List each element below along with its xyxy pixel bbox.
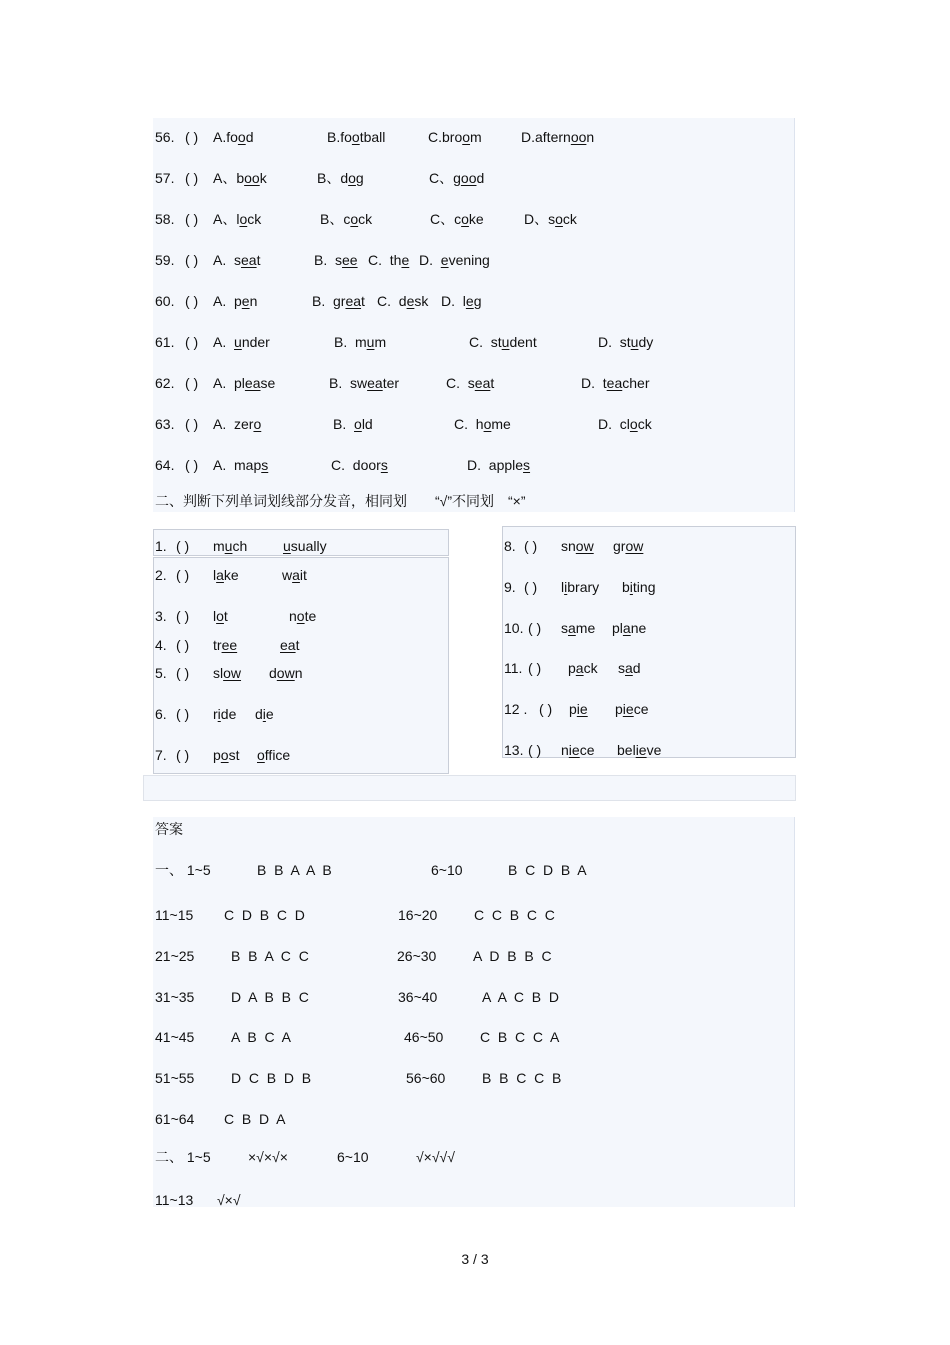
answer-blank: ( ) <box>528 660 542 676</box>
option-b: B. great <box>312 293 365 309</box>
answer-letters: A A C B D <box>482 989 560 1005</box>
word-2: biting <box>622 579 656 595</box>
word-1: ride <box>213 706 237 722</box>
answer-marks: √×√√√ <box>416 1149 455 1165</box>
answer-blank: ( ) <box>185 211 199 227</box>
answer-blank: ( ) <box>185 416 199 432</box>
answer-range: 56~60 <box>406 1070 446 1086</box>
answer-range: 6~10 <box>431 862 463 878</box>
answer-range: 46~50 <box>404 1029 444 1045</box>
item-number: 8. <box>504 538 516 554</box>
word-2: note <box>289 608 317 624</box>
answer-blank: ( ) <box>176 637 190 653</box>
word-2: usually <box>283 538 327 554</box>
option-b: B、dog <box>317 170 364 186</box>
option-a: A. maps <box>213 457 269 473</box>
word-2: wait <box>282 567 307 583</box>
answer-marks: √×√ <box>217 1192 241 1208</box>
answer-blank: ( ) <box>176 665 190 681</box>
word-1: pie <box>569 701 588 717</box>
answer-blank: ( ) <box>528 742 542 758</box>
option-d: D. teacher <box>581 375 650 391</box>
item-number: 11. <box>504 660 523 676</box>
answer-letters: B C D B A <box>508 862 587 878</box>
option-c: C. desk <box>377 293 429 309</box>
answer-blank: ( ) <box>176 747 190 763</box>
option-a: A. please <box>213 375 276 391</box>
option-a: A、book <box>213 170 267 186</box>
answer-letters: D C B D B <box>231 1070 312 1086</box>
answer-letters: A D B B C <box>473 948 552 964</box>
option-b: B.football <box>327 129 386 145</box>
question-number: 60. <box>155 293 175 309</box>
answer-blank: ( ) <box>176 608 190 624</box>
option-c: C. the <box>368 252 410 268</box>
part2-right-box <box>502 526 796 758</box>
option-a: A. under <box>213 334 270 350</box>
question-number: 57. <box>155 170 175 186</box>
answer-letters: D A B B C <box>231 989 309 1005</box>
item-number: 7. <box>155 747 167 763</box>
option-b: B. mum <box>334 334 387 350</box>
word-1: library <box>561 579 600 595</box>
word-2: down <box>269 665 303 681</box>
question-number: 63. <box>155 416 175 432</box>
option-b: B. sweater <box>329 375 400 391</box>
item-number: 4. <box>155 637 167 653</box>
word-2: office <box>257 747 291 763</box>
answer-blank: ( ) <box>185 375 199 391</box>
option-c: C. doors <box>331 457 388 473</box>
item-number: 13. <box>504 742 524 758</box>
answer-blank: ( ) <box>539 701 553 717</box>
option-b: B. see <box>314 252 358 268</box>
item-number: 12 . <box>504 701 528 717</box>
answer-range: 61~64 <box>155 1111 195 1127</box>
item-number: 6. <box>155 706 167 722</box>
answer-letters: C D B C D <box>224 907 305 923</box>
option-c: C. home <box>454 416 511 432</box>
option-b: B. old <box>333 416 373 432</box>
answer-letters: C B C C A <box>480 1029 560 1045</box>
word-2: plane <box>612 620 647 636</box>
option-c: C. student <box>469 334 537 350</box>
answer-range: 41~45 <box>155 1029 195 1045</box>
word-2: piece <box>615 701 649 717</box>
answer-range: 51~55 <box>155 1070 195 1086</box>
word-1: same <box>561 620 596 636</box>
answer-letters: A B C A <box>231 1029 291 1045</box>
page-number: 3 / 3 <box>461 1251 489 1267</box>
option-d: D. study <box>598 334 654 350</box>
word-1: post <box>213 747 240 763</box>
answer-blank: ( ) <box>185 293 199 309</box>
answer-blank: ( ) <box>185 170 199 186</box>
answer-range: 26~30 <box>397 948 437 964</box>
item-number: 10. <box>504 620 524 636</box>
option-d: D. leg <box>441 293 482 309</box>
option-a: A.food <box>213 129 254 145</box>
answer-blank: ( ) <box>185 129 199 145</box>
word-1: niece <box>561 742 595 758</box>
question-number: 64. <box>155 457 175 473</box>
part2-instruction: 二、判断下列单词划线部分发音，相同划 “√”不同划 “×” <box>155 493 526 509</box>
word-2: grow <box>613 538 644 554</box>
option-c: C. seat <box>446 375 495 391</box>
option-a: A. pen <box>213 293 258 309</box>
word-2: believe <box>617 742 662 758</box>
option-a: A. seat <box>213 252 261 268</box>
option-d: D. evening <box>419 252 490 268</box>
word-2: sad <box>618 660 641 676</box>
answer-letters: B B A A B <box>257 862 332 878</box>
option-a: A. zero <box>213 416 262 432</box>
answer-blank: ( ) <box>524 538 538 554</box>
separator-strip <box>143 775 796 801</box>
answer-range: 36~40 <box>398 989 438 1005</box>
answer-range: 6~10 <box>337 1149 369 1165</box>
question-number: 56. <box>155 129 175 145</box>
option-d: D.afternoon <box>521 129 595 145</box>
answer-title: 答案 <box>155 821 183 837</box>
option-d: D. apples <box>467 457 531 473</box>
option-d: D. clock <box>598 416 652 432</box>
item-number: 1. <box>155 538 167 554</box>
answer-range: 11~15 <box>155 907 194 923</box>
word-2: die <box>255 706 274 722</box>
question-number: 62. <box>155 375 175 391</box>
option-a: A、lock <box>213 211 262 227</box>
item-number: 2. <box>155 567 167 583</box>
answer-blank: ( ) <box>176 538 190 554</box>
word-1: pack <box>568 660 598 676</box>
answer-range: 二、 1~5 <box>155 1149 211 1165</box>
answer-range: 一、 1~5 <box>155 862 211 878</box>
word-1: slow <box>213 665 242 681</box>
answer-blank: ( ) <box>176 567 190 583</box>
answer-blank: ( ) <box>176 706 190 722</box>
word-1: snow <box>561 538 594 554</box>
answer-range: 31~35 <box>155 989 195 1005</box>
word-1: much <box>213 538 248 554</box>
answer-range: 16~20 <box>398 907 438 923</box>
option-c: C、good <box>429 170 485 186</box>
answer-blank: ( ) <box>185 334 199 350</box>
answer-letters: B B A C C <box>231 948 309 964</box>
option-d: D、sock <box>524 211 577 227</box>
word-1: lot <box>213 608 228 624</box>
question-number: 59. <box>155 252 175 268</box>
word-1: tree <box>213 637 238 653</box>
answer-blank: ( ) <box>528 620 542 636</box>
question-number: 61. <box>155 334 175 350</box>
item-number: 5. <box>155 665 167 681</box>
answer-letters: C C B C C <box>474 907 555 923</box>
option-c: C.broom <box>428 129 482 145</box>
answer-letters: C B D A <box>224 1111 286 1127</box>
item-number: 9. <box>504 579 516 595</box>
word-1: lake <box>213 567 239 583</box>
item-number: 3. <box>155 608 167 624</box>
answer-blank: ( ) <box>185 457 199 473</box>
answer-range: 21~25 <box>155 948 195 964</box>
option-c: C、coke <box>430 211 484 227</box>
answer-marks: ×√×√× <box>248 1149 288 1165</box>
answer-letters: B B C C B <box>482 1070 562 1086</box>
option-b: B、cock <box>320 211 373 227</box>
answer-range: 11~13 <box>155 1192 194 1208</box>
word-2: eat <box>280 637 300 653</box>
answer-blank: ( ) <box>185 252 199 268</box>
question-number: 58. <box>155 211 175 227</box>
answer-blank: ( ) <box>524 579 538 595</box>
